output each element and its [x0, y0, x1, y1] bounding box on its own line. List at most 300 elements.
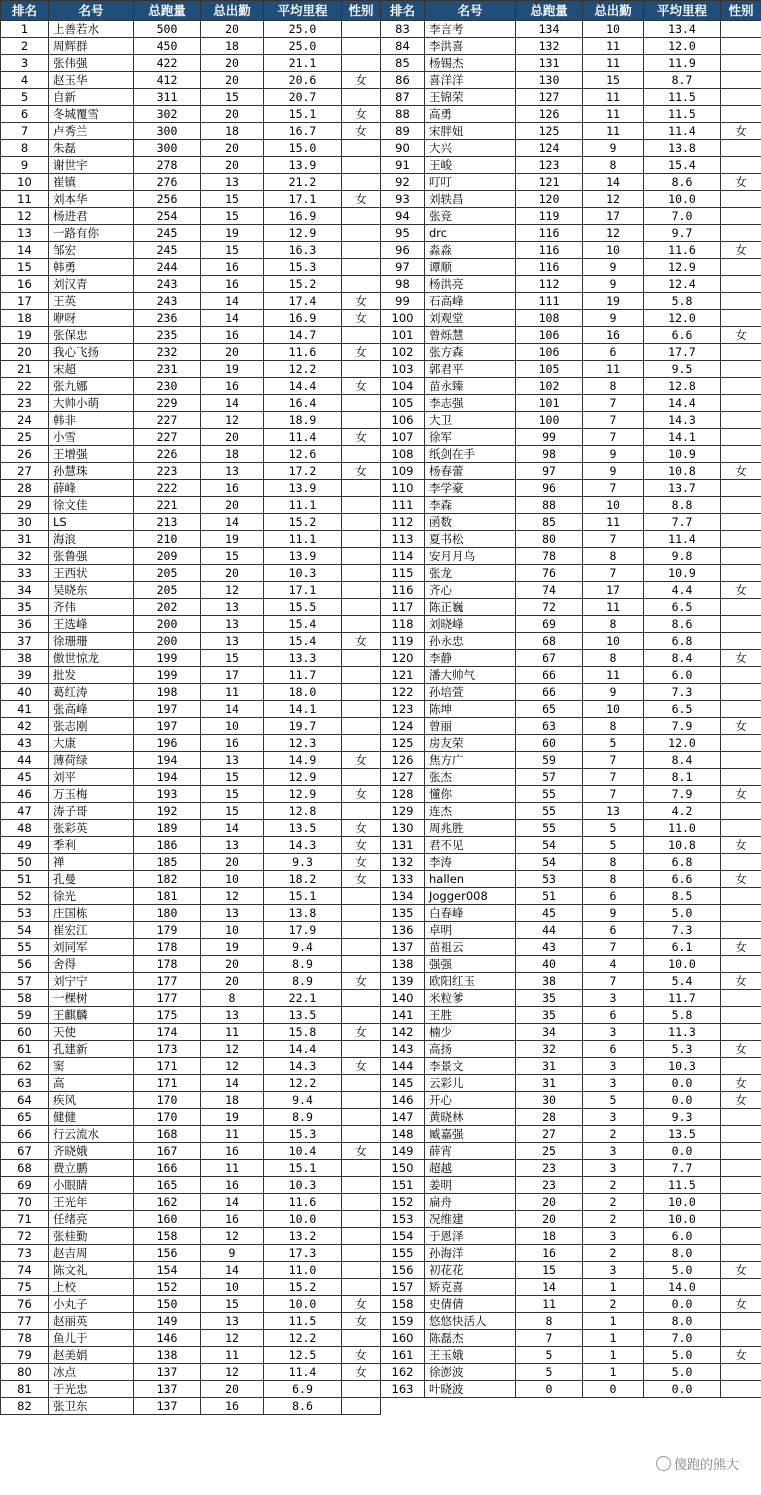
avg-distance-cell: 13.9 — [264, 157, 342, 174]
col-attendance: 总出勤 — [201, 1, 264, 21]
avg-distance-cell: 14.1 — [264, 701, 342, 718]
avg-distance-cell: 11.4 — [644, 531, 721, 548]
attendance-cell: 16 — [201, 1143, 264, 1160]
table-row — [1, 548, 381, 565]
rank-cell: 99 — [381, 293, 425, 310]
attendance-cell: 2 — [583, 1296, 644, 1313]
rank-cell: 39 — [1, 667, 49, 684]
table-row — [1, 140, 381, 157]
name-cell: 张杰 — [425, 769, 516, 786]
total-distance-cell: 189 — [134, 820, 201, 837]
total-distance-cell: 199 — [134, 667, 201, 684]
name-cell: 孔建新 — [49, 1041, 134, 1058]
total-distance-cell: 209 — [134, 548, 201, 565]
name-cell: 孙永忠 — [425, 633, 516, 650]
table-row — [1, 480, 381, 497]
rank-cell: 13 — [1, 225, 49, 242]
rank-cell: 48 — [1, 820, 49, 837]
attendance-cell: 10 — [201, 718, 264, 735]
table-row — [1, 888, 381, 905]
attendance-cell: 12 — [201, 1330, 264, 1347]
avg-distance-cell: 13.8 — [264, 905, 342, 922]
total-distance-cell: 68 — [516, 633, 583, 650]
table-row — [1, 276, 381, 293]
rank-cell: 53 — [1, 905, 49, 922]
rank-cell: 51 — [1, 871, 49, 888]
name-cell: 李静 — [425, 650, 516, 667]
name-cell: 陈正巍 — [425, 599, 516, 616]
name-cell: 米粒爹 — [425, 990, 516, 1007]
rank-cell: 60 — [1, 1024, 49, 1041]
gender-cell — [721, 412, 761, 429]
table-row — [381, 1364, 761, 1381]
table-row — [1, 922, 381, 939]
avg-distance-cell: 6.8 — [644, 633, 721, 650]
rank-cell: 40 — [1, 684, 49, 701]
table-row — [1, 616, 381, 633]
gender-cell — [342, 1211, 381, 1228]
total-distance-cell: 137 — [134, 1398, 201, 1415]
name-cell: 苗永臻 — [425, 378, 516, 395]
attendance-cell: 11 — [583, 55, 644, 72]
gender-cell — [721, 446, 761, 463]
name-cell: 刘平 — [49, 769, 134, 786]
total-distance-cell: 131 — [516, 55, 583, 72]
gender-cell — [721, 106, 761, 123]
name-cell: 李言考 — [425, 21, 516, 38]
attendance-cell: 13 — [583, 803, 644, 820]
total-distance-cell: 45 — [516, 905, 583, 922]
attendance-cell: 9 — [583, 310, 644, 327]
total-distance-cell: 60 — [516, 735, 583, 752]
total-distance-cell: 125 — [516, 123, 583, 140]
total-distance-cell: 32 — [516, 1041, 583, 1058]
gender-cell — [342, 1194, 381, 1211]
attendance-cell: 5 — [583, 735, 644, 752]
rank-cell: 68 — [1, 1160, 49, 1177]
name-cell: 张九娜 — [49, 378, 134, 395]
rank-cell: 81 — [1, 1381, 49, 1398]
attendance-cell: 7 — [583, 939, 644, 956]
total-distance-cell: 35 — [516, 1007, 583, 1024]
total-distance-cell: 69 — [516, 616, 583, 633]
attendance-cell: 1 — [583, 1313, 644, 1330]
avg-distance-cell: 11.0 — [644, 820, 721, 837]
rank-cell: 93 — [381, 191, 425, 208]
gender-cell — [342, 327, 381, 344]
total-distance-cell: 11 — [516, 1296, 583, 1313]
table-row — [381, 1381, 761, 1398]
total-distance-cell: 199 — [134, 650, 201, 667]
rank-cell: 102 — [381, 344, 425, 361]
gender-cell — [342, 1041, 381, 1058]
avg-distance-cell: 9.7 — [644, 225, 721, 242]
name-cell: 杨进君 — [49, 208, 134, 225]
rank-cell: 24 — [1, 412, 49, 429]
total-distance-cell: 149 — [134, 1313, 201, 1330]
gender-cell: 女 — [721, 939, 761, 956]
attendance-cell: 14 — [201, 820, 264, 837]
table-row — [381, 38, 761, 55]
total-distance-cell: 53 — [516, 871, 583, 888]
avg-distance-cell: 7.0 — [644, 208, 721, 225]
attendance-cell: 1 — [583, 1330, 644, 1347]
gender-cell — [342, 395, 381, 412]
avg-distance-cell: 12.5 — [264, 1347, 342, 1364]
avg-distance-cell: 12.0 — [644, 310, 721, 327]
rank-cell: 142 — [381, 1024, 425, 1041]
gender-cell — [342, 361, 381, 378]
total-distance-cell: 235 — [134, 327, 201, 344]
name-cell: 黄晓林 — [425, 1109, 516, 1126]
total-distance-cell: 276 — [134, 174, 201, 191]
attendance-cell: 15 — [201, 548, 264, 565]
avg-distance-cell: 12.4 — [644, 276, 721, 293]
gender-cell: 女 — [342, 854, 381, 871]
avg-distance-cell: 25.0 — [264, 38, 342, 55]
name-cell: 君不见 — [425, 837, 516, 854]
gender-cell: 女 — [342, 293, 381, 310]
watermark-text: 傻跑的熊大 — [673, 1458, 739, 1473]
total-distance-cell: 65 — [516, 701, 583, 718]
rank-cell: 98 — [381, 276, 425, 293]
attendance-cell: 20 — [201, 973, 264, 990]
name-cell: 扁舟 — [425, 1194, 516, 1211]
avg-distance-cell: 6.6 — [644, 871, 721, 888]
total-distance-cell: 55 — [516, 820, 583, 837]
table-row — [381, 344, 761, 361]
gender-cell: 女 — [342, 1143, 381, 1160]
rank-cell: 139 — [381, 973, 425, 990]
rank-cell: 35 — [1, 599, 49, 616]
avg-distance-cell: 6.0 — [644, 1228, 721, 1245]
name-cell: 开心 — [425, 1092, 516, 1109]
avg-distance-cell: 20.7 — [264, 89, 342, 106]
avg-distance-cell: 5.8 — [644, 1007, 721, 1024]
rank-cell: 46 — [1, 786, 49, 803]
rank-cell: 159 — [381, 1313, 425, 1330]
rank-cell: 20 — [1, 344, 49, 361]
avg-distance-cell: 9.4 — [264, 939, 342, 956]
name-cell: 行云流水 — [49, 1126, 134, 1143]
gender-cell — [721, 1381, 761, 1398]
rank-cell: 29 — [1, 497, 49, 514]
name-cell: 窦 — [49, 1058, 134, 1075]
name-cell: 欧阳红玉 — [425, 973, 516, 990]
name-cell: 徐军 — [425, 429, 516, 446]
rank-cell: 5 — [1, 89, 49, 106]
table-row — [1, 786, 381, 803]
rank-cell: 42 — [1, 718, 49, 735]
total-distance-cell: 168 — [134, 1126, 201, 1143]
col-rank: 排名 — [1, 1, 49, 21]
gender-cell — [342, 259, 381, 276]
gender-cell: 女 — [342, 1347, 381, 1364]
avg-distance-cell: 8.5 — [644, 888, 721, 905]
name-cell: 我心飞扬 — [49, 344, 134, 361]
avg-distance-cell: 15.1 — [264, 1160, 342, 1177]
attendance-cell: 15 — [201, 89, 264, 106]
table-row — [381, 480, 761, 497]
gender-cell: 女 — [721, 1041, 761, 1058]
gender-cell — [721, 480, 761, 497]
attendance-cell: 13 — [201, 752, 264, 769]
name-cell: 上校 — [49, 1279, 134, 1296]
table-row — [1, 514, 381, 531]
total-distance-cell: 170 — [134, 1109, 201, 1126]
attendance-cell: 7 — [583, 480, 644, 497]
avg-distance-cell: 15.3 — [264, 259, 342, 276]
avg-distance-cell: 6.0 — [644, 667, 721, 684]
table-row — [1, 650, 381, 667]
name-cell: 崔镇 — [49, 174, 134, 191]
rank-cell: 126 — [381, 752, 425, 769]
rank-cell: 104 — [381, 378, 425, 395]
name-cell: 韩非 — [49, 412, 134, 429]
avg-distance-cell: 16.9 — [264, 310, 342, 327]
gender-cell — [342, 684, 381, 701]
rank-cell: 111 — [381, 497, 425, 514]
gender-cell: 女 — [342, 871, 381, 888]
attendance-cell: 7 — [583, 531, 644, 548]
name-cell: 上善若水 — [49, 21, 134, 38]
gender-cell: 女 — [721, 1262, 761, 1279]
table-row — [381, 905, 761, 922]
name-cell: 鱼儿于 — [49, 1330, 134, 1347]
name-cell: 楠少 — [425, 1024, 516, 1041]
attendance-cell: 15 — [201, 1296, 264, 1313]
name-cell: 杨洪亮 — [425, 276, 516, 293]
table-row — [381, 1330, 761, 1347]
attendance-cell: 12 — [201, 1041, 264, 1058]
name-cell: 薛宵 — [425, 1143, 516, 1160]
gender-cell: 女 — [721, 174, 761, 191]
rank-cell: 47 — [1, 803, 49, 820]
total-distance-cell: 116 — [516, 225, 583, 242]
table-row — [381, 1347, 761, 1364]
avg-distance-cell: 6.6 — [644, 327, 721, 344]
rank-cell: 115 — [381, 565, 425, 582]
name-cell: 周辉群 — [49, 38, 134, 55]
table-row — [1, 871, 381, 888]
rank-cell: 7 — [1, 123, 49, 140]
avg-distance-cell: 12.6 — [264, 446, 342, 463]
rank-cell: 12 — [1, 208, 49, 225]
gender-cell — [721, 157, 761, 174]
attendance-cell: 14 — [201, 395, 264, 412]
name-cell: 纸剑在手 — [425, 446, 516, 463]
rank-cell: 71 — [1, 1211, 49, 1228]
total-distance-cell: 0 — [516, 1381, 583, 1398]
name-cell: 刘本华 — [49, 191, 134, 208]
rank-cell: 161 — [381, 1347, 425, 1364]
name-cell: 安月月乌 — [425, 548, 516, 565]
col-total-distance: 总跑量 — [134, 1, 201, 21]
table-row — [381, 922, 761, 939]
avg-distance-cell: 11.1 — [264, 497, 342, 514]
total-distance-cell: 127 — [516, 89, 583, 106]
attendance-cell: 8 — [583, 378, 644, 395]
gender-cell: 女 — [721, 327, 761, 344]
name-cell: 徐文佳 — [49, 497, 134, 514]
attendance-cell: 14 — [201, 701, 264, 718]
attendance-cell: 16 — [201, 378, 264, 395]
avg-distance-cell: 12.9 — [264, 769, 342, 786]
table-row — [1, 55, 381, 72]
total-distance-cell: 51 — [516, 888, 583, 905]
rank-cell: 52 — [1, 888, 49, 905]
rank-cell: 89 — [381, 123, 425, 140]
name-cell: 潘大帅气 — [425, 667, 516, 684]
rank-cell: 141 — [381, 1007, 425, 1024]
total-distance-cell: 450 — [134, 38, 201, 55]
name-cell: 悠悠快活人 — [425, 1313, 516, 1330]
name-cell: 大卫 — [425, 412, 516, 429]
table-row — [381, 1279, 761, 1296]
name-cell: 一路有你 — [49, 225, 134, 242]
name-cell: 徐珊珊 — [49, 633, 134, 650]
name-cell: 费立鹏 — [49, 1160, 134, 1177]
rank-cell: 85 — [381, 55, 425, 72]
name-cell: 任绪亮 — [49, 1211, 134, 1228]
total-distance-cell: 121 — [516, 174, 583, 191]
gender-cell — [342, 276, 381, 293]
avg-distance-cell: 11.5 — [644, 89, 721, 106]
total-distance-cell: 74 — [516, 582, 583, 599]
total-distance-cell: 243 — [134, 276, 201, 293]
total-distance-cell: 171 — [134, 1075, 201, 1092]
rank-cell: 30 — [1, 514, 49, 531]
col-attendance: 总出勤 — [583, 1, 644, 21]
rank-cell: 135 — [381, 905, 425, 922]
avg-distance-cell: 6.9 — [264, 1381, 342, 1398]
total-distance-cell: 236 — [134, 310, 201, 327]
table-row — [1, 1347, 381, 1364]
table-row — [1, 1296, 381, 1313]
table-row — [381, 1041, 761, 1058]
name-cell: 赵玉华 — [49, 72, 134, 89]
total-distance-cell: 160 — [134, 1211, 201, 1228]
avg-distance-cell: 12.0 — [644, 38, 721, 55]
avg-distance-cell: 14.1 — [644, 429, 721, 446]
gender-cell — [721, 565, 761, 582]
rank-cell: 22 — [1, 378, 49, 395]
name-cell: 齐心 — [425, 582, 516, 599]
rank-cell: 84 — [381, 38, 425, 55]
total-distance-cell: 300 — [134, 140, 201, 157]
table-row — [381, 1160, 761, 1177]
gender-cell: 女 — [721, 1347, 761, 1364]
gender-cell — [721, 1177, 761, 1194]
gender-cell — [721, 1160, 761, 1177]
rank-cell: 146 — [381, 1092, 425, 1109]
total-distance-cell: 178 — [134, 956, 201, 973]
total-distance-cell: 5 — [516, 1347, 583, 1364]
name-cell: 刘宁宁 — [49, 973, 134, 990]
name-cell: 张保忠 — [49, 327, 134, 344]
table-row — [381, 123, 761, 140]
table-row — [381, 973, 761, 990]
gender-cell — [721, 1024, 761, 1041]
col-name: 名号 — [49, 1, 134, 21]
table-row — [381, 684, 761, 701]
total-distance-cell: 197 — [134, 701, 201, 718]
total-distance-cell: 55 — [516, 786, 583, 803]
avg-distance-cell: 15.2 — [264, 514, 342, 531]
rank-cell: 138 — [381, 956, 425, 973]
avg-distance-cell: 20.6 — [264, 72, 342, 89]
name-cell: 高勇 — [425, 106, 516, 123]
rank-cell: 80 — [1, 1364, 49, 1381]
avg-distance-cell: 14.7 — [264, 327, 342, 344]
gender-cell — [721, 1245, 761, 1262]
attendance-cell: 10 — [583, 497, 644, 514]
attendance-cell: 2 — [583, 1126, 644, 1143]
table-row — [381, 72, 761, 89]
table-row — [1, 378, 381, 395]
attendance-cell: 16 — [201, 1177, 264, 1194]
name-cell: 刘同军 — [49, 939, 134, 956]
avg-distance-cell: 11.7 — [264, 667, 342, 684]
attendance-cell: 13 — [201, 1007, 264, 1024]
attendance-cell: 7 — [583, 786, 644, 803]
total-distance-cell: 177 — [134, 973, 201, 990]
avg-distance-cell: 9.3 — [264, 854, 342, 871]
total-distance-cell: 221 — [134, 497, 201, 514]
name-cell: 宋胖妞 — [425, 123, 516, 140]
total-distance-cell: 186 — [134, 837, 201, 854]
total-distance-cell: 31 — [516, 1075, 583, 1092]
gender-cell — [342, 1160, 381, 1177]
table-row — [381, 854, 761, 871]
avg-distance-cell: 0.0 — [644, 1092, 721, 1109]
rank-cell: 14 — [1, 242, 49, 259]
name-cell: 冬城覆雪 — [49, 106, 134, 123]
attendance-cell: 6 — [583, 1041, 644, 1058]
gender-cell — [342, 38, 381, 55]
avg-distance-cell: 15.3 — [264, 1126, 342, 1143]
attendance-cell: 8 — [201, 990, 264, 1007]
total-distance-cell: 57 — [516, 769, 583, 786]
gender-cell — [721, 752, 761, 769]
rank-cell: 103 — [381, 361, 425, 378]
avg-distance-cell: 16.4 — [264, 395, 342, 412]
gender-cell: 女 — [342, 752, 381, 769]
table-row — [381, 276, 761, 293]
attendance-cell: 17 — [583, 582, 644, 599]
rank-cell: 148 — [381, 1126, 425, 1143]
table-row — [381, 89, 761, 106]
table-row — [1, 157, 381, 174]
attendance-cell: 20 — [201, 140, 264, 157]
table-row — [1, 1381, 381, 1398]
gender-cell — [342, 1092, 381, 1109]
avg-distance-cell: 21.1 — [264, 55, 342, 72]
rank-cell: 62 — [1, 1058, 49, 1075]
table-row — [1, 1330, 381, 1347]
attendance-cell: 15 — [201, 191, 264, 208]
avg-distance-cell: 9.4 — [264, 1092, 342, 1109]
name-cell: 徐澎波 — [425, 1364, 516, 1381]
name-cell: 焦方广 — [425, 752, 516, 769]
attendance-cell: 7 — [583, 769, 644, 786]
table-row — [381, 888, 761, 905]
attendance-cell: 18 — [201, 446, 264, 463]
gender-cell: 女 — [721, 871, 761, 888]
gender-cell — [342, 157, 381, 174]
table-row — [381, 599, 761, 616]
total-distance-cell: 66 — [516, 684, 583, 701]
